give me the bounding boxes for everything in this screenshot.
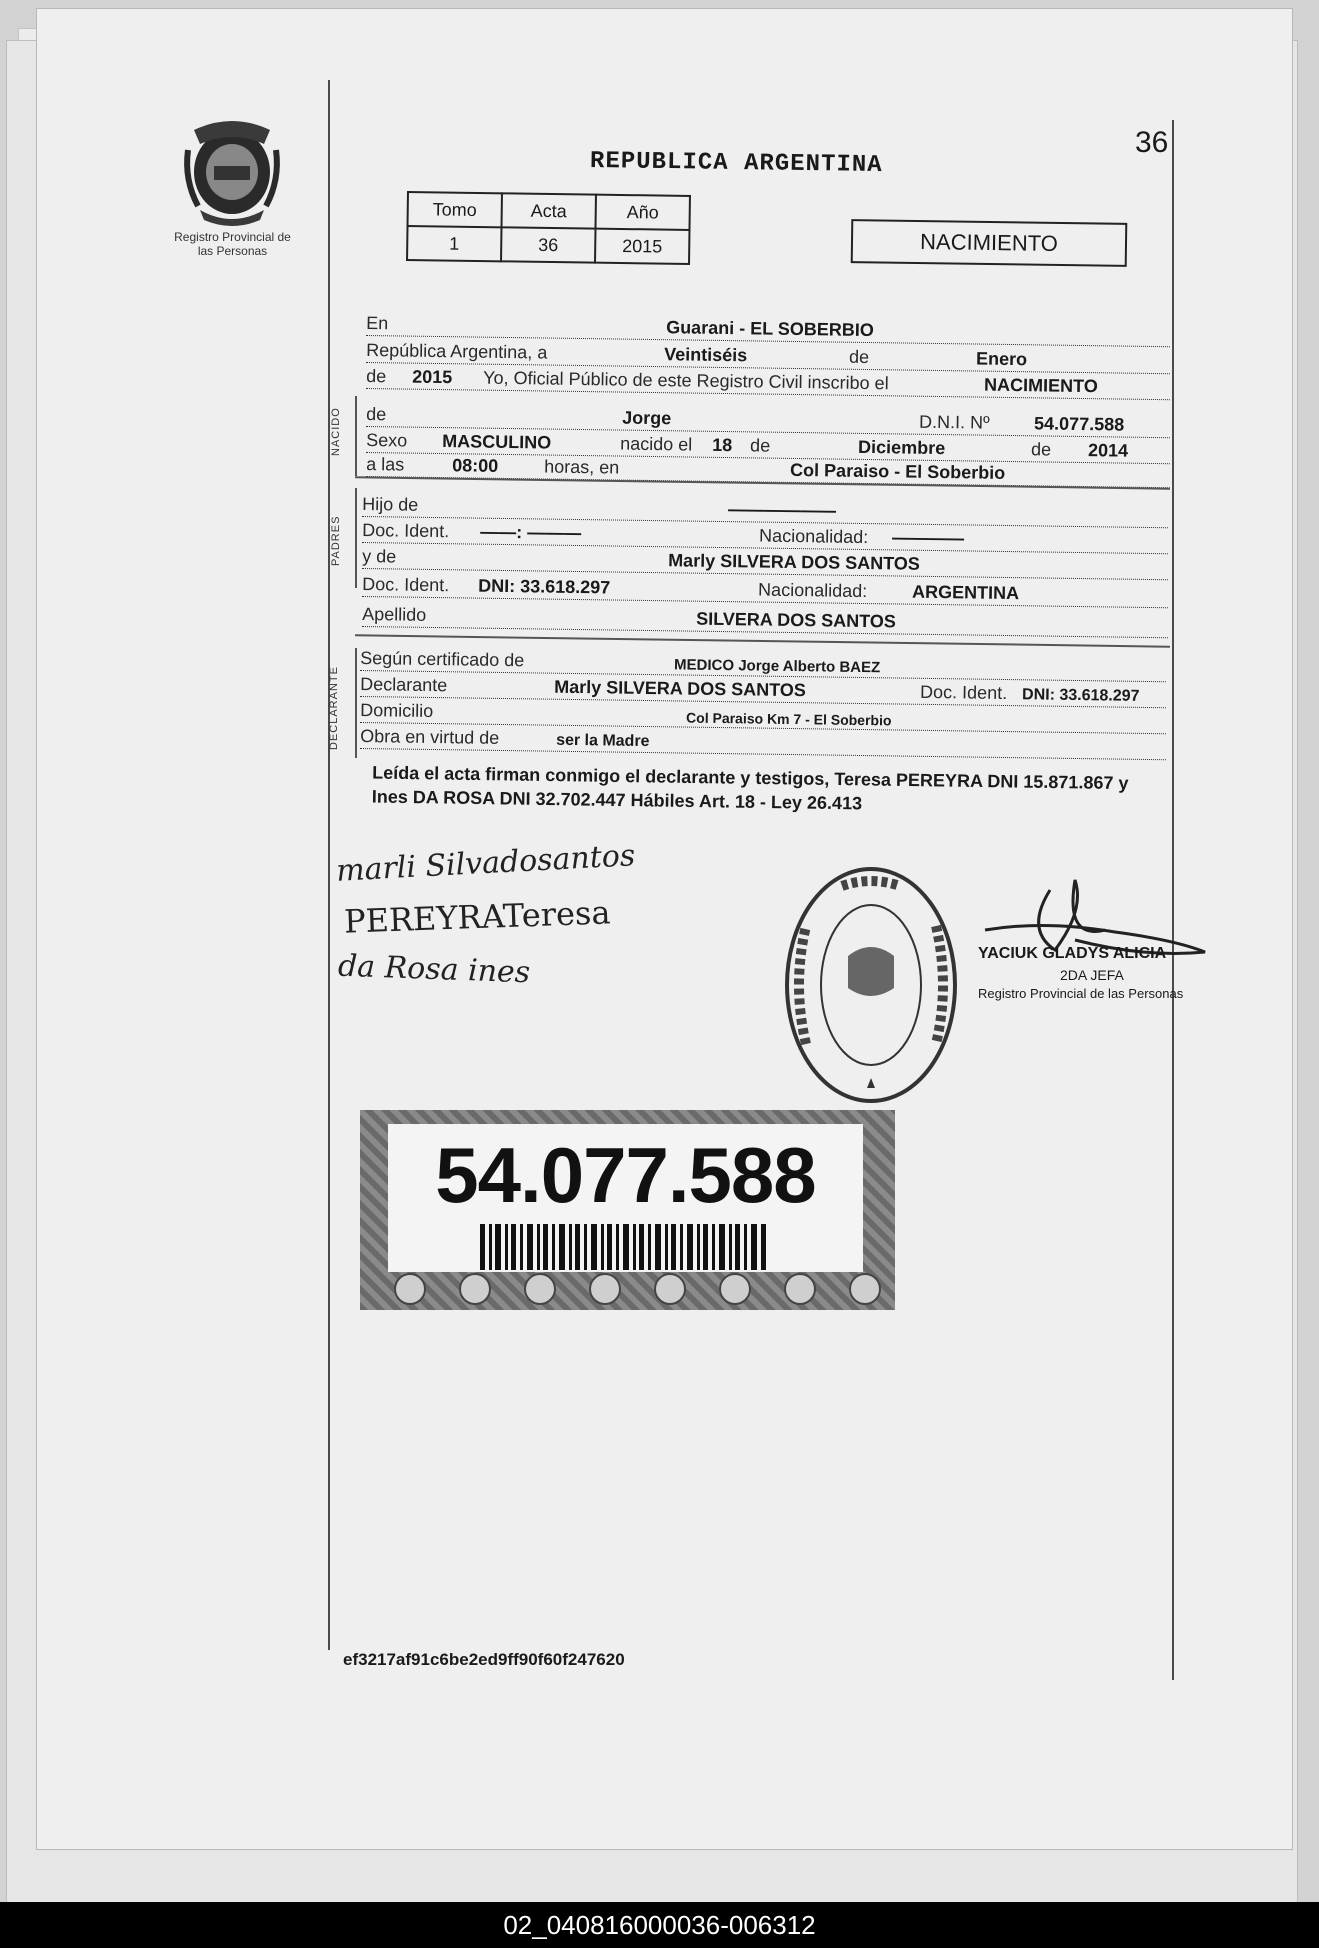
province-emblem-icon — [180, 110, 285, 230]
barcode-label — [388, 1124, 863, 1272]
declarant-doc: DNI: 33.618.297 — [1021, 686, 1140, 705]
label-apellido: Apellido — [362, 604, 427, 625]
registered-marks-icon — [360, 1272, 895, 1306]
label-de: de — [848, 346, 870, 368]
registration-day: Veintiséis — [664, 344, 748, 366]
label-dni: D.N.I. Nº — [918, 411, 990, 433]
label-doc3: Doc. Ident. — [919, 681, 1008, 704]
side-label-padres: PADRES — [330, 515, 342, 566]
barcode-bars-icon — [480, 1224, 770, 1270]
registration-year: 2015 — [412, 366, 453, 388]
header-anio: Año — [595, 195, 689, 230]
label-horas: horas, en — [544, 456, 620, 478]
label-nacido: nacido el — [620, 433, 693, 455]
record-type-box: NACIMIENTO — [851, 219, 1128, 267]
label-en: En — [366, 313, 389, 334]
label-obra: Obra en virtud de — [360, 726, 500, 748]
footer-id-bar — [0, 1902, 1319, 1948]
declarant-name: Marly SILVERA DOS SANTOS — [554, 676, 806, 701]
label-sexo: Sexo — [366, 430, 408, 451]
section-line-nacido — [355, 396, 357, 476]
newborn-name: Jorge — [622, 407, 672, 429]
father-nationality: ———— — [891, 527, 965, 549]
label-domicilio: Domicilio — [360, 700, 434, 722]
document-hash: ef3217af91c6be2ed9ff90f60f247620 — [343, 1650, 625, 1669]
mother-doc: DNI: 33.618.297 — [478, 575, 611, 598]
left-margin-line — [328, 80, 330, 1650]
father-name: —————— — [728, 499, 837, 521]
label-doc: Doc. Ident. — [362, 520, 450, 542]
closing-text: Leída el acta firman conmigo el declarante y testigos, Teresa PEREYRA DNI 15.871.867 y Ines DA ROSA DNI 32.702.447 Hábiles Art. 18 - Ley 26.413 — [371, 762, 1129, 814]
mother-name: Marly SILVERA DOS SANTOS — [668, 550, 920, 574]
signature-declarant: marli Silvadosantos — [335, 838, 637, 889]
section-line-declarante — [355, 648, 357, 758]
birth-time: 08:00 — [452, 455, 499, 476]
mother-nationality: ARGENTINA — [911, 581, 1020, 604]
label-republica: República Argentina, a — [366, 340, 548, 363]
signature-witness-2: da Rosa ines — [337, 948, 531, 991]
label-de4: de — [750, 435, 771, 456]
official-name: YACIUK GLADYS ALICIA — [978, 945, 1167, 962]
label-de3: de — [366, 404, 387, 425]
registry-name: Registro Provincial de las Personas — [174, 230, 291, 258]
label-certificado: Según certificado de — [360, 648, 525, 671]
official-rank: 2DA JEFA — [1060, 967, 1124, 983]
label-alas: a las — [366, 454, 405, 475]
official-text: Yo, Oficial Público de este Registro Civil inscribo el — [483, 367, 889, 394]
label-yde: y de — [362, 546, 397, 567]
newborn-dni: 54.077.588 — [1033, 413, 1125, 435]
birth-day: 18 — [712, 434, 733, 456]
newborn-sex: MASCULINO — [442, 431, 552, 453]
barcode-sticker — [360, 1110, 895, 1310]
side-label-nacido: NACIDO — [330, 407, 342, 456]
label-de2: de — [366, 366, 387, 387]
registry-seal-icon — [782, 864, 960, 1106]
label-doc2: Doc. Ident. — [362, 574, 450, 596]
label-nacionalidad2: Nacionalidad: — [758, 579, 868, 602]
barcode-number: 54.077.588 — [435, 1131, 816, 1219]
section-line-padres — [355, 488, 357, 588]
record-table — [406, 191, 691, 265]
footer-id: 02_040816000036-006312 — [503, 1910, 816, 1940]
official-org: Registro Provincial de las Personas — [978, 986, 1184, 1001]
birth-year: 2014 — [1087, 440, 1129, 461]
value-tomo: 1 — [407, 226, 501, 261]
header-acta: Acta — [502, 193, 596, 228]
header-tomo: Tomo — [408, 192, 502, 227]
label-hijo: Hijo de — [362, 494, 419, 515]
signature-witness-1: PEREYRATeresa — [343, 893, 612, 941]
side-label-declarante: DECLARANTE — [328, 666, 340, 750]
registration-event: NACIMIENTO — [983, 374, 1098, 397]
certificate: MEDICO Jorge Alberto BAEZ — [673, 656, 881, 677]
declarant-capacity: ser la Madre — [556, 731, 650, 751]
birth-place: Col Paraiso - El Soberbio — [790, 459, 1006, 483]
page-number: 36 — [1135, 126, 1169, 159]
surname: SILVERA DOS SANTOS — [696, 608, 896, 632]
document-title: REPUBLICA ARGENTINA — [589, 147, 883, 180]
father-doc: ——: ——— — [480, 521, 582, 544]
label-nacionalidad: Nacionalidad: — [759, 525, 869, 548]
label-de5: de — [1030, 439, 1052, 460]
label-declarante: Declarante — [360, 674, 448, 696]
birth-month: Diciembre — [857, 436, 946, 459]
value-anio: 2015 — [595, 229, 689, 264]
value-acta: 36 — [501, 227, 595, 262]
declarant-address: Col Paraiso Km 7 - El Soberbio — [685, 709, 892, 729]
registration-place: Guarani - EL SOBERBIO — [666, 317, 874, 341]
registration-month: Enero — [975, 348, 1028, 370]
